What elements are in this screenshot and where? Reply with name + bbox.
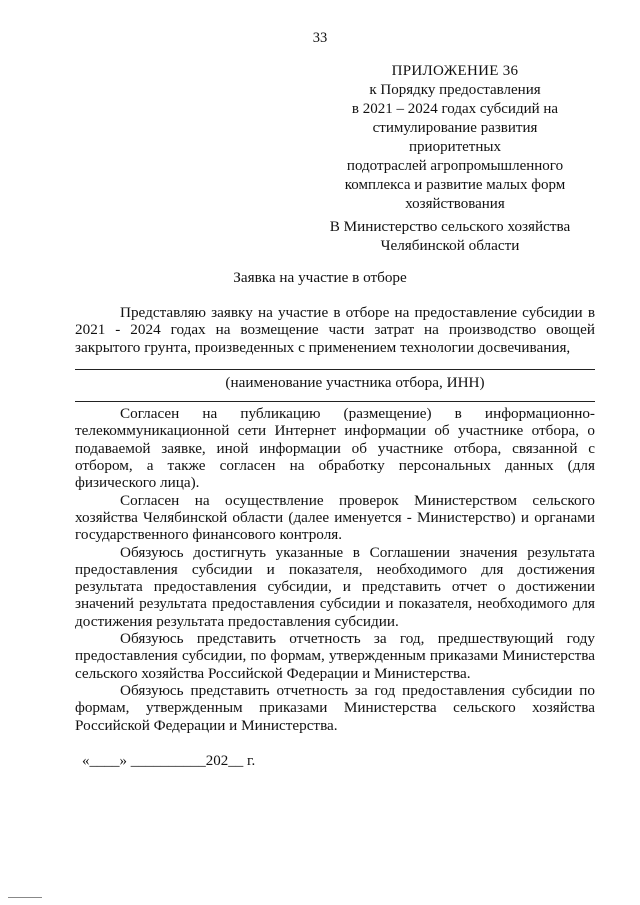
- obligation-report-current-year-paragraph: Обязуюсь представить отчетность за год предоставления субсидии по формам, утвержденным приказами Министерства сельского хозяйства Российской Федерации и Министерства.: [75, 681, 595, 734]
- intro-paragraph: Представляю заявку на участие в отборе на предоставление субсидии в 2021 - 2024 годах на возмещение части затрат на производство овощей закрытого грунта, произведенных с применением технологии досвечивания,: [75, 304, 595, 356]
- consent-inspection-paragraph: Согласен на осуществление проверок Министерством сельского хозяйства Челябинской области (далее именуется - Министерство) и органами государственного финансового контроля.: [75, 491, 595, 544]
- appendix-line: хозяйствования: [405, 196, 505, 212]
- appendix-header: [325, 62, 585, 214]
- participant-name-line-2: [75, 401, 595, 402]
- appendix-line: комплекса и развитие малых форм: [344, 177, 566, 193]
- corner-mark: [8, 897, 42, 898]
- appendix-line: в 2021 – 2024 годах субсидий на: [351, 101, 559, 117]
- addressee-line: Челябинской области: [380, 237, 520, 254]
- addressee-line: В Министерство сельского хозяйства: [329, 218, 571, 235]
- consent-publication-paragraph: Согласен на публикацию (размещение) в информационно-телекоммуникационной сети Интернет информации об участнике отбора, о подаваемой заявке, иной информации об участнике отбора, связанной с отбором, а также согласен на обработку персональных данных (для физического лица).: [75, 405, 595, 492]
- page-number: 33: [312, 30, 328, 46]
- addressee-block: [300, 217, 600, 255]
- obligation-result-paragraph: Обязуюсь достигнуть указанные в Соглашении значения результата предоставления субсидии и показателя, необходимого для достижения результата предоставления субсидии, и представить отчет о достижении значений результата предоставления субсидии и показателя, необходимого для достижения результата предоставления субсидии.: [75, 543, 595, 630]
- obligation-report-prior-year-paragraph: Обязуюсь представить отчетность за год, предшествующий году предоставления субсидии, по формам, утвержденным приказами Министерства сельского хозяйства Российской Федерации и Министерства.: [75, 630, 595, 682]
- participant-name-line: [75, 369, 595, 370]
- appendix-line: стимулирование развития приоритетных: [372, 120, 538, 155]
- participant-caption: (наименование участника отбора, ИНН): [225, 373, 485, 391]
- date-line: «____» __________202__ г.: [82, 753, 256, 769]
- document-body: [75, 304, 595, 734]
- document-title: Заявка на участие в отборе: [233, 269, 407, 286]
- appendix-title: ПРИЛОЖЕНИЕ 36: [391, 63, 519, 79]
- appendix-line: к Порядку предоставления: [369, 82, 541, 98]
- appendix-line: подотраслей агропромышленного: [346, 158, 564, 174]
